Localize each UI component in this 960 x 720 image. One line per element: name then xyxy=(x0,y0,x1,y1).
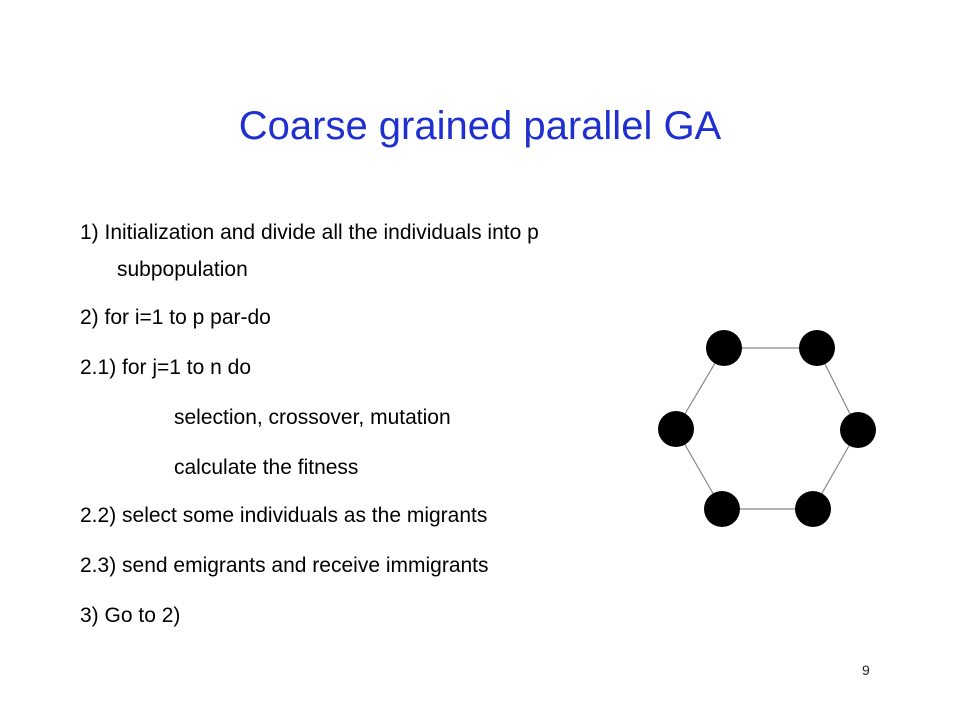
step-1-line-2: subpopulation xyxy=(117,258,248,281)
ring-topology-diagram xyxy=(650,320,890,540)
step-2-1: 2.1) for j=1 to n do xyxy=(80,356,252,379)
slide-title: Coarse grained parallel GA xyxy=(238,104,722,148)
node-top-right xyxy=(799,330,835,366)
step-2: 2) for i=1 to p par-do xyxy=(80,306,271,329)
node-right xyxy=(840,412,876,448)
step-2-2: 2.2) select some individuals as the migrants xyxy=(80,504,488,527)
step-2-1-ops: selection, crossover, mutation xyxy=(174,406,451,429)
step-2-3: 2.3) send emigrants and receive immigrants xyxy=(80,554,489,577)
step-1-line-1: 1) Initialization and divide all the individuals into p xyxy=(80,221,539,244)
node-top-left xyxy=(706,330,742,366)
step-3: 3) Go to 2) xyxy=(80,604,181,627)
page-number: 9 xyxy=(862,662,870,678)
node-bottom-right xyxy=(795,491,831,527)
ring-nodes xyxy=(658,330,876,527)
node-left xyxy=(658,411,694,447)
step-2-1-fitness: calculate the fitness xyxy=(174,456,359,479)
node-bottom-left xyxy=(704,491,740,527)
ring-edges xyxy=(676,348,858,509)
